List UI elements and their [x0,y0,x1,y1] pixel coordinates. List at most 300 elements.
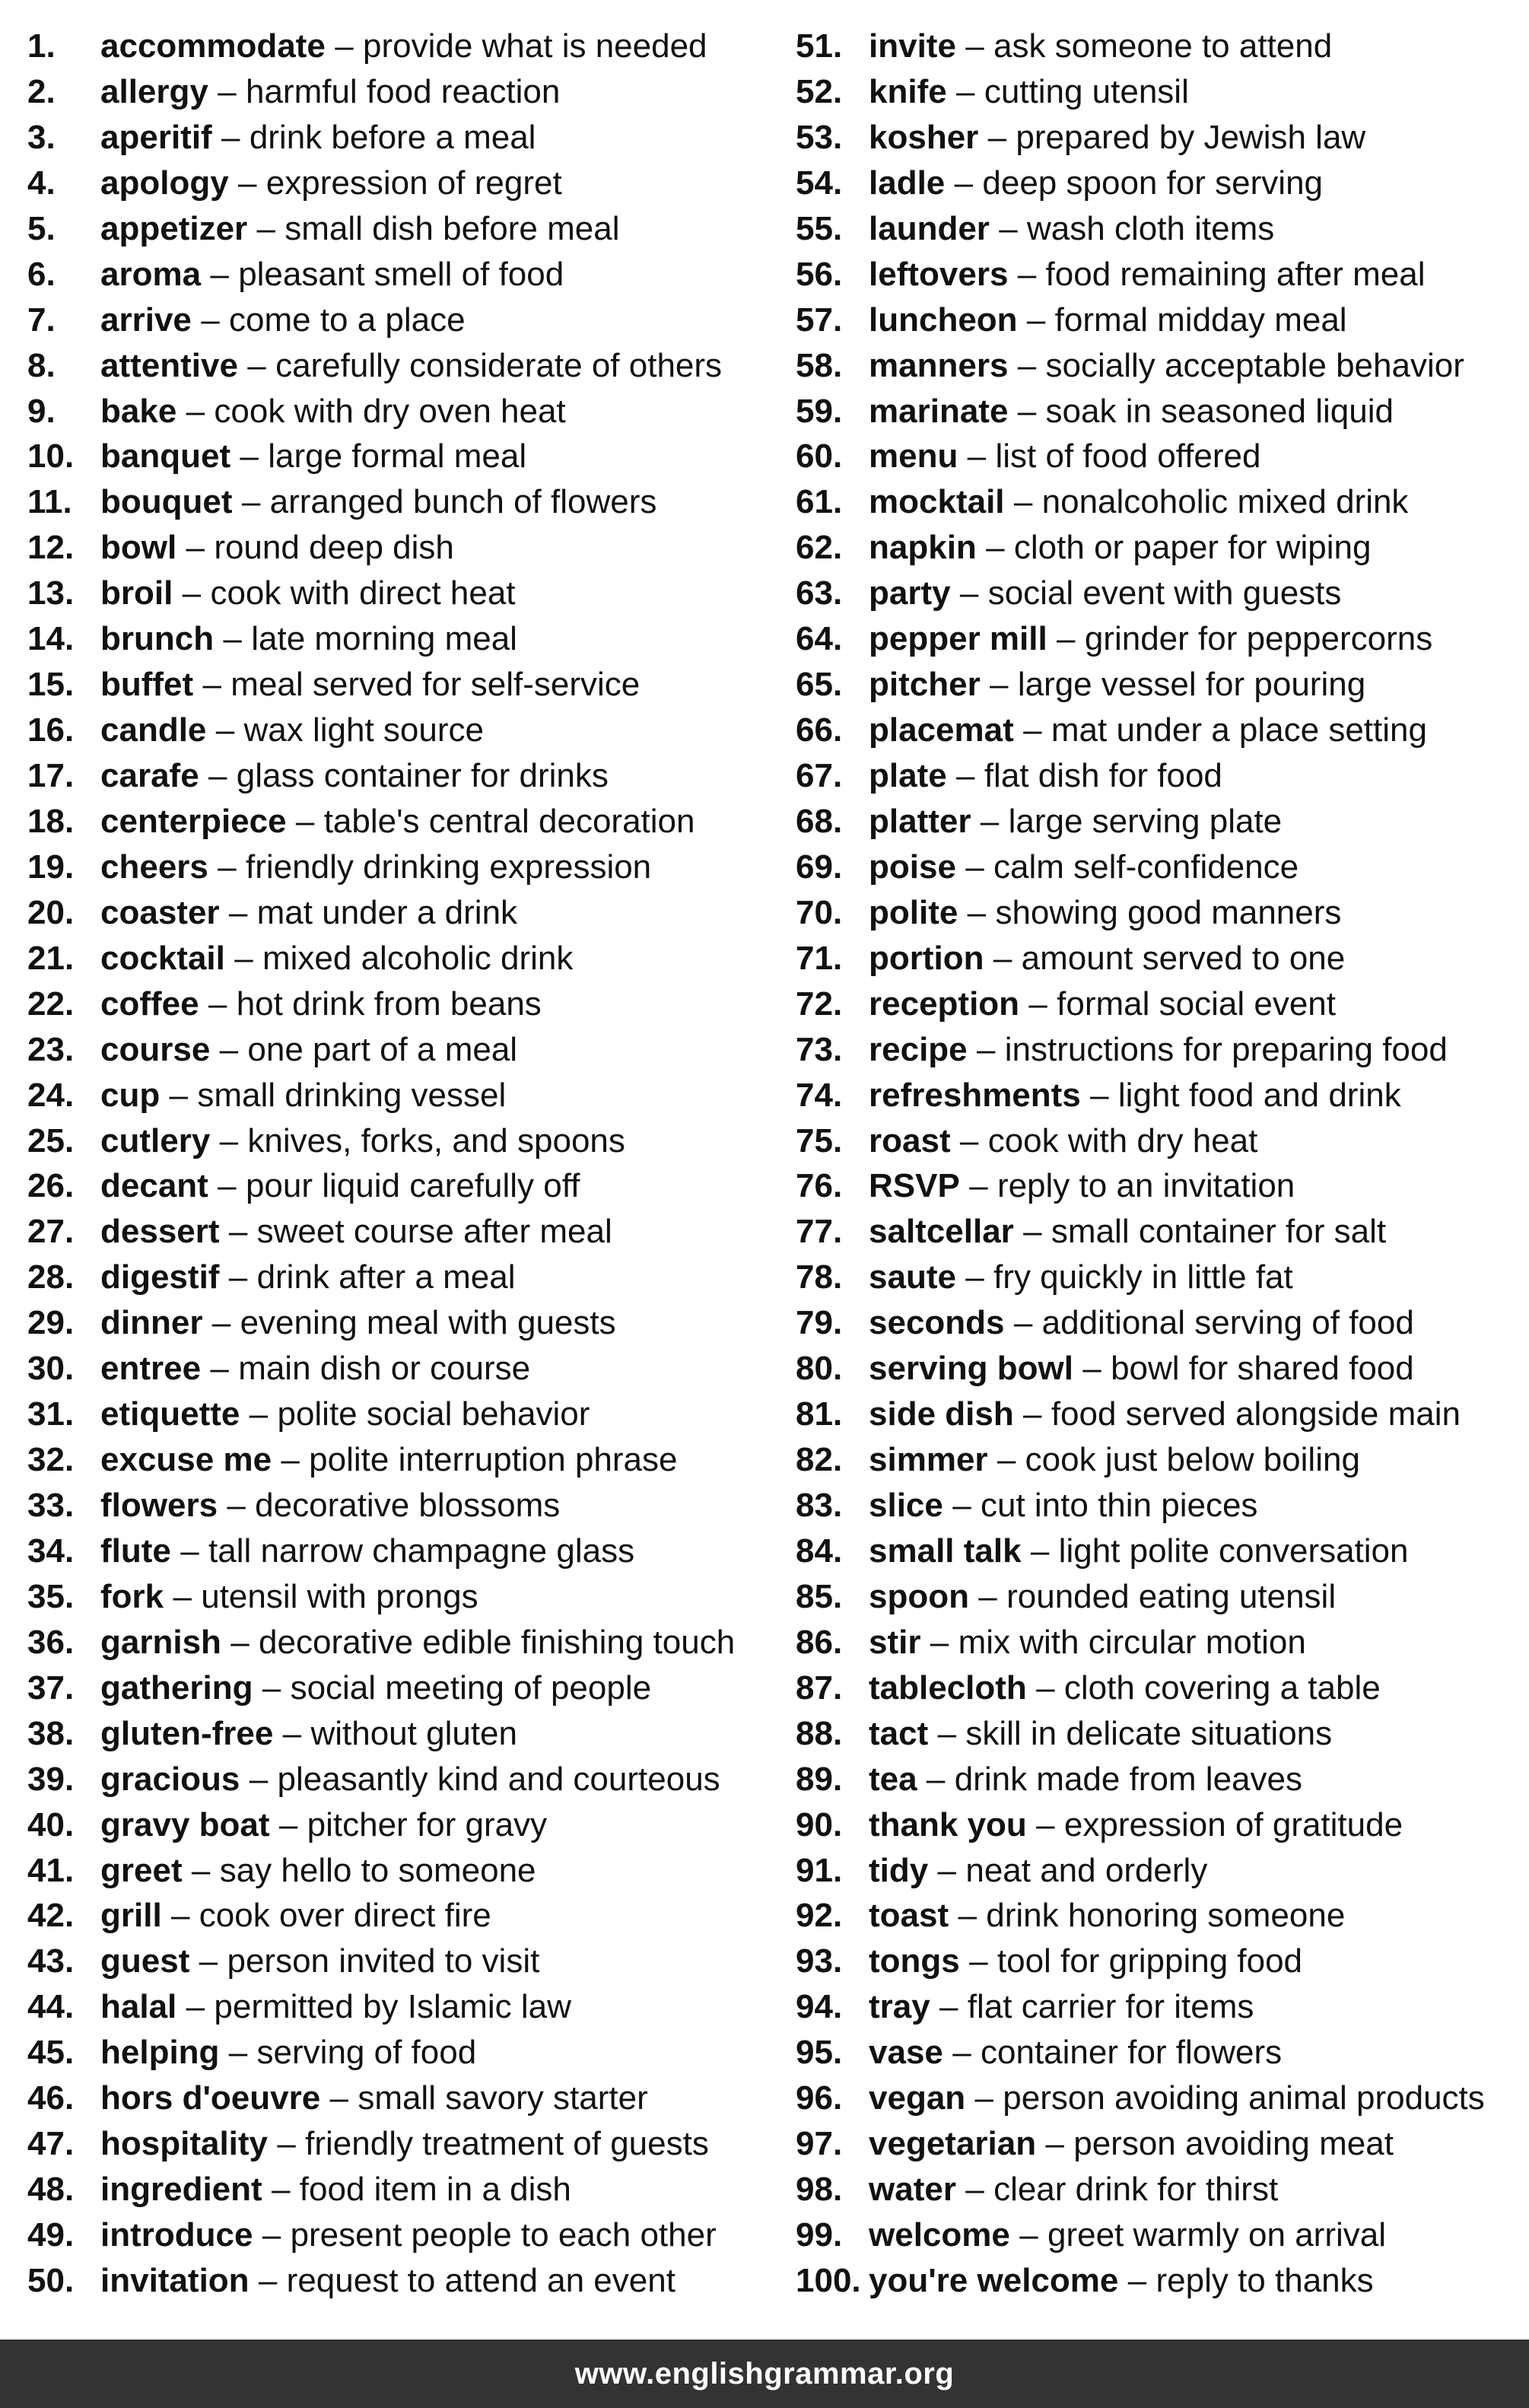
entry-term: menu [869,437,958,476]
entry-definition: list of food offered [995,437,1261,476]
entry-definition: pleasantly kind and courteous [277,1760,720,1798]
entry-number: 74. [796,1076,843,1114]
vocab-entry [27,24,788,69]
entry-definition: cook just below boiling [1025,1441,1360,1479]
entry-definition: drink made from leaves [954,1760,1302,1798]
entry-number: 20. [27,893,75,931]
entry-definition: arranged bunch of flowers [269,483,657,521]
entry-definition: come to a place [229,301,466,339]
vocab-entry [796,389,1529,434]
entry-number: 28. [27,1258,75,1296]
entry-definition: one part of a meal [247,1030,518,1068]
entry-definition: say hello to someone [219,1851,536,1889]
vocab-entry [27,1620,788,1665]
entry-definition: ask someone to attend [993,27,1333,65]
entry-dash: – [999,209,1018,247]
vocab-entry [27,434,788,479]
entry-definition: polite interruption phrase [309,1441,678,1479]
entry-definition: cutting utensil [984,72,1189,110]
entry-term: placemat [869,711,1014,749]
entry-number: 8. [27,346,56,384]
entry-definition: pleasant smell of food [238,255,564,293]
entry-definition: amount served to one [1021,939,1346,977]
entry-definition: soak in seasoned liquid [1045,392,1394,430]
right-column [796,24,1529,2304]
entry-term: invite [869,27,956,65]
vocab-entry [796,1437,1529,1483]
entry-definition: drink after a meal [256,1258,516,1296]
entry-number: 95. [796,2034,843,2072]
entry-dash: – [965,27,984,65]
entry-term: RSVP [869,1167,960,1205]
entry-dash: – [211,1304,231,1342]
vocab-entry [27,1255,788,1300]
entry-number: 50. [27,2261,75,2299]
entry-number: 56. [796,255,843,293]
entry-term: cup [100,1076,161,1114]
entry-term: decant [100,1167,208,1205]
entry-definition: present people to each other [290,2216,717,2254]
entry-definition: formal midday meal [1054,301,1347,339]
vocab-entry [796,1893,1529,1939]
entry-dash: – [956,757,975,794]
entry-dash: – [1017,346,1037,384]
entry-dash: – [230,1623,250,1661]
entry-dash: – [974,2079,993,2117]
entry-term: water [869,2171,956,2209]
entry-dash: – [1082,1350,1101,1388]
entry-dash: – [186,529,205,567]
entry-definition: provide what is needed [363,27,707,65]
entry-dash: – [969,1942,988,1980]
entry-number: 61. [796,483,843,521]
entry-dash: – [228,1213,248,1251]
entry-number: 98. [796,2171,843,2209]
entry-dash: – [1127,2261,1147,2299]
entry-number: 31. [27,1395,75,1433]
entry-definition: request to attend an event [286,2261,675,2299]
entry-number: 18. [27,802,75,840]
entry-dash: – [208,985,227,1023]
entry-definition: large formal meal [268,437,527,476]
entry-dash: – [965,848,984,886]
entry-dash: – [952,2034,971,2072]
entry-number: 91. [796,1851,843,1889]
entry-dash: – [959,574,979,612]
entry-number: 37. [27,1668,75,1707]
entry-term: small talk [869,1532,1022,1570]
entry-dash: – [939,1988,958,2026]
entry-dash: – [937,1851,957,1889]
entry-definition: container for flowers [981,2034,1283,2072]
entry-number: 23. [27,1030,75,1068]
entry-term: carafe [100,757,199,794]
vocab-entry [796,24,1529,69]
vocab-entry [796,1620,1529,1665]
entry-dash: – [1090,1076,1109,1114]
entry-number: 55. [796,209,843,247]
entry-term: coffee [100,985,199,1023]
entry-term: buffet [100,666,194,704]
entry-definition: friendly treatment of guests [305,2125,709,2163]
entry-dash: – [171,1897,190,1935]
entry-dash: – [201,301,220,339]
entry-number: 1. [27,27,56,65]
entry-term: invitation [100,2261,250,2299]
entry-definition: drink before a meal [249,118,536,156]
entry-definition: neat and orderly [965,1851,1208,1889]
entry-dash: – [223,620,242,658]
vocab-entry [796,1574,1529,1620]
entry-number: 72. [796,985,843,1023]
entry-definition: food remaining after meal [1045,255,1426,293]
entry-number: 13. [27,574,75,612]
entry-term: halal [100,1988,177,2026]
entry-definition: flat carrier for items [967,1988,1254,2026]
entry-number: 87. [796,1668,843,1707]
entry-term: course [100,1030,211,1068]
entry-number: 47. [27,2125,75,2163]
entry-term: appetizer [100,209,248,247]
entry-term: welcome [869,2216,1010,2254]
entry-term: dinner [100,1304,203,1342]
entry-dash: – [990,666,1009,704]
entry-number: 62. [796,529,843,567]
entry-definition: food item in a dish [299,2171,571,2209]
entry-dash: – [208,757,227,794]
entry-number: 65. [796,666,843,704]
entry-dash: – [228,1258,248,1296]
entry-dash: – [1017,255,1037,293]
entry-dash: – [199,1942,218,1980]
vocab-entry [27,2076,788,2121]
entry-dash: – [186,1988,205,2026]
entry-definition: permitted by Islamic law [214,1988,571,2026]
entry-term: pitcher [869,666,981,704]
vocab-entry [27,2030,788,2076]
entry-definition: utensil with prongs [201,1577,478,1615]
entry-dash: – [986,529,1005,567]
entry-definition: cook with dry heat [987,1121,1258,1159]
entry-number: 4. [27,164,56,202]
entry-term: vase [869,2034,943,2072]
entry-number: 67. [796,757,843,794]
entry-definition: without gluten [310,1714,517,1752]
entry-dash: – [262,1668,281,1707]
entry-definition: deep spoon for serving [982,164,1324,202]
entry-dash: – [228,893,248,931]
vocab-entry [796,616,1529,662]
entry-definition: late morning meal [251,620,517,658]
entry-dash: – [256,209,275,247]
entry-dash: – [1045,2125,1064,2163]
vocab-entry [796,252,1529,297]
vocab-entry [27,662,788,708]
entry-number: 60. [796,437,843,476]
entry-dash: – [218,72,237,110]
entry-dash: – [218,1167,237,1205]
entry-term: etiquette [100,1395,240,1433]
entry-term: guest [100,1942,190,1980]
entry-number: 35. [27,1577,75,1615]
entry-term: poise [869,848,956,886]
entry-definition: meal served for self-service [230,666,641,704]
entry-definition: pour liquid carefully off [245,1167,580,1205]
entry-number: 5. [27,209,56,247]
entry-term: tray [869,1988,930,2026]
entry-dash: – [329,2079,348,2117]
vocab-entry [27,1939,788,1984]
entry-definition: small container for salt [1051,1213,1387,1251]
entry-term: reception [869,985,1020,1023]
entry-dash: – [182,574,202,612]
entry-term: platter [869,802,971,840]
entry-term: coaster [100,893,220,931]
entry-number: 2. [27,72,56,110]
entry-definition: drink honoring someone [986,1897,1346,1935]
entry-term: gracious [100,1760,240,1798]
vocab-entry [796,2212,1529,2258]
vocab-entry [796,708,1529,753]
vocab-entry [27,2121,788,2167]
entry-number: 19. [27,848,75,886]
entry-number: 70. [796,893,843,931]
entry-term: polite [869,893,958,931]
vocab-entry [27,525,788,571]
entry-dash: – [976,1030,996,1068]
entry-number: 89. [796,1760,843,1798]
entry-number: 30. [27,1350,75,1388]
entry-definition: clear drink for thirst [993,2171,1279,2209]
entry-dash: – [967,893,987,931]
entry-definition: reply to thanks [1155,2261,1374,2299]
entry-number: 69. [796,848,843,886]
entry-dash: – [1030,1532,1050,1570]
entry-dash: – [219,1030,239,1068]
entry-term: tea [869,1760,917,1798]
entry-definition: bowl for shared food [1111,1350,1414,1388]
entry-dash: – [959,1121,979,1159]
entry-definition: wash cloth items [1027,209,1275,247]
vocab-entry [796,753,1529,799]
entry-definition: nonalcoholic mixed drink [1041,483,1409,521]
entry-definition: small savory starter [358,2079,648,2117]
entry-number: 11. [27,483,72,521]
entry-number: 34. [27,1532,75,1570]
vocab-entry [27,2167,788,2212]
vocab-entry [796,1984,1529,2030]
website-link[interactable]: www.englishgrammar.org [574,2356,955,2391]
vocab-entry [796,2030,1529,2076]
entry-definition: cook over direct fire [199,1897,491,1935]
entry-term: cutlery [100,1121,211,1159]
entry-definition: table's central decoration [323,802,695,840]
entry-dash: – [228,2034,248,2072]
entry-term: spoon [869,1577,969,1615]
entry-term: entree [100,1350,202,1388]
entry-number: 7. [27,301,56,339]
entry-number: 75. [796,1121,843,1159]
vocab-entry [27,1392,788,1437]
entry-number: 92. [796,1897,843,1935]
entry-term: bowl [100,529,177,567]
vocab-entry [796,1255,1529,1300]
entry-definition: hot drink from beans [236,985,542,1023]
entry-dash: – [218,848,237,886]
entry-dash: – [210,1350,229,1388]
entry-term: greet [100,1851,183,1889]
entry-number: 85. [796,1577,843,1615]
entry-definition: cook with dry oven heat [214,392,566,430]
entry-term: vegetarian [869,2125,1037,2163]
entry-number: 96. [796,2079,843,2117]
entry-dash: – [282,1714,302,1752]
entry-number: 43. [27,1942,75,1980]
vocab-entry [27,1300,788,1346]
entry-dash: – [295,802,315,840]
vocab-entry [27,1893,788,1939]
entry-number: 59. [796,392,843,430]
entry-term: you're welcome [869,2261,1119,2299]
entry-number: 68. [796,802,843,840]
entry-number: 9. [27,392,56,430]
entry-definition: person invited to visit [227,1942,540,1980]
entry-definition: mat under a drink [256,893,518,931]
entry-term: toast [869,1897,949,1935]
entry-number: 58. [796,346,843,384]
entry-term: fork [100,1577,164,1615]
entry-term: ladle [869,164,946,202]
entry-number: 46. [27,2079,75,2117]
vocab-entry [27,1073,788,1118]
entry-number: 29. [27,1304,75,1342]
vocab-entry [796,434,1529,479]
vocab-entry [796,2121,1529,2167]
footer-bar [0,2340,1529,2408]
entry-number: 24. [27,1076,75,1114]
entry-number: 25. [27,1121,75,1159]
entry-term: bake [100,392,177,430]
entry-term: luncheon [869,301,1018,339]
vocab-entry [27,1483,788,1528]
entry-definition: cut into thin pieces [980,1487,1258,1524]
vocab-entry [796,1346,1529,1392]
entry-definition: prepared by Jewish law [1016,118,1366,156]
entry-term: accommodate [100,27,326,65]
entry-definition: serving of food [256,2034,477,2072]
vocab-entry [27,981,788,1027]
entry-number: 48. [27,2171,75,2209]
entry-definition: skill in delicate situations [965,1714,1333,1752]
entry-dash: – [221,118,240,156]
entry-definition: polite social behavior [277,1395,590,1433]
entry-number: 86. [796,1623,843,1661]
entry-term: banquet [100,437,231,476]
entry-number: 94. [796,1988,843,2026]
entry-term: side dish [869,1395,1014,1433]
entry-dash: – [191,1851,211,1889]
vocab-entry [796,2167,1529,2212]
entry-number: 64. [796,620,843,658]
entry-number: 6. [27,255,56,293]
entry-number: 21. [27,939,75,977]
entry-dash: – [987,118,1007,156]
entry-term: allergy [100,72,208,110]
entry-term: helping [100,2034,220,2072]
entry-number: 76. [796,1167,843,1205]
entry-dash: – [1023,1213,1042,1251]
entry-dash: – [258,2261,278,2299]
left-column [27,24,788,2304]
entry-number: 100. [796,2261,861,2299]
entry-term: apology [100,164,229,202]
vocab-entry [796,571,1529,616]
vocab-entry [796,1711,1529,1757]
vocab-entry [27,1163,788,1209]
entry-number: 78. [796,1258,843,1296]
entry-term: serving bowl [869,1350,1073,1388]
entry-number: 26. [27,1167,75,1205]
entry-number: 77. [796,1213,843,1251]
vocab-entry [27,1665,788,1711]
vocab-entry [796,1483,1529,1528]
entry-dash: – [993,939,1012,977]
entry-term: hors d'oeuvre [100,2079,321,2117]
entry-dash: – [980,802,1000,840]
entry-term: attentive [100,346,238,384]
vocab-entry [796,525,1529,571]
entry-number: 36. [27,1623,75,1661]
entry-number: 80. [796,1350,843,1388]
entry-definition: additional serving of food [1041,1304,1414,1342]
entry-dash: – [956,72,975,110]
entry-number: 22. [27,985,75,1023]
entry-definition: social event with guests [987,574,1342,612]
vocab-entry [27,1574,788,1620]
entry-dash: – [180,1532,199,1570]
entry-definition: food served alongside main [1051,1395,1461,1433]
entry-definition: tall narrow champagne glass [208,1532,635,1570]
entry-definition: cloth or paper for wiping [1013,529,1372,567]
entry-dash: – [262,2216,281,2254]
entry-term: gathering [100,1668,253,1707]
entry-definition: wax light source [243,711,484,749]
entry-dash: – [247,346,266,384]
entry-dash: – [1017,392,1037,430]
entry-number: 71. [796,939,843,977]
entry-term: gravy boat [100,1805,270,1843]
vocab-entry [27,936,788,981]
entry-term: mocktail [869,483,1005,521]
entry-dash: – [1036,1668,1055,1707]
vocab-entry [27,1802,788,1848]
entry-definition: fry quickly in little fat [993,1258,1293,1296]
entry-dash: – [952,1487,971,1524]
entry-term: stir [869,1623,921,1661]
vocab-entry [796,1300,1529,1346]
entry-term: aroma [100,255,202,293]
vocab-entry [796,69,1529,115]
vocab-entry [27,389,788,434]
vocab-entry [27,1346,788,1392]
entry-dash: – [202,666,221,704]
vocab-entry [27,206,788,252]
entry-dash: – [281,1441,300,1479]
vocab-entry [796,479,1529,525]
entry-dash: – [186,392,205,430]
vocab-entry [27,115,788,161]
entry-dash: – [249,1760,269,1798]
